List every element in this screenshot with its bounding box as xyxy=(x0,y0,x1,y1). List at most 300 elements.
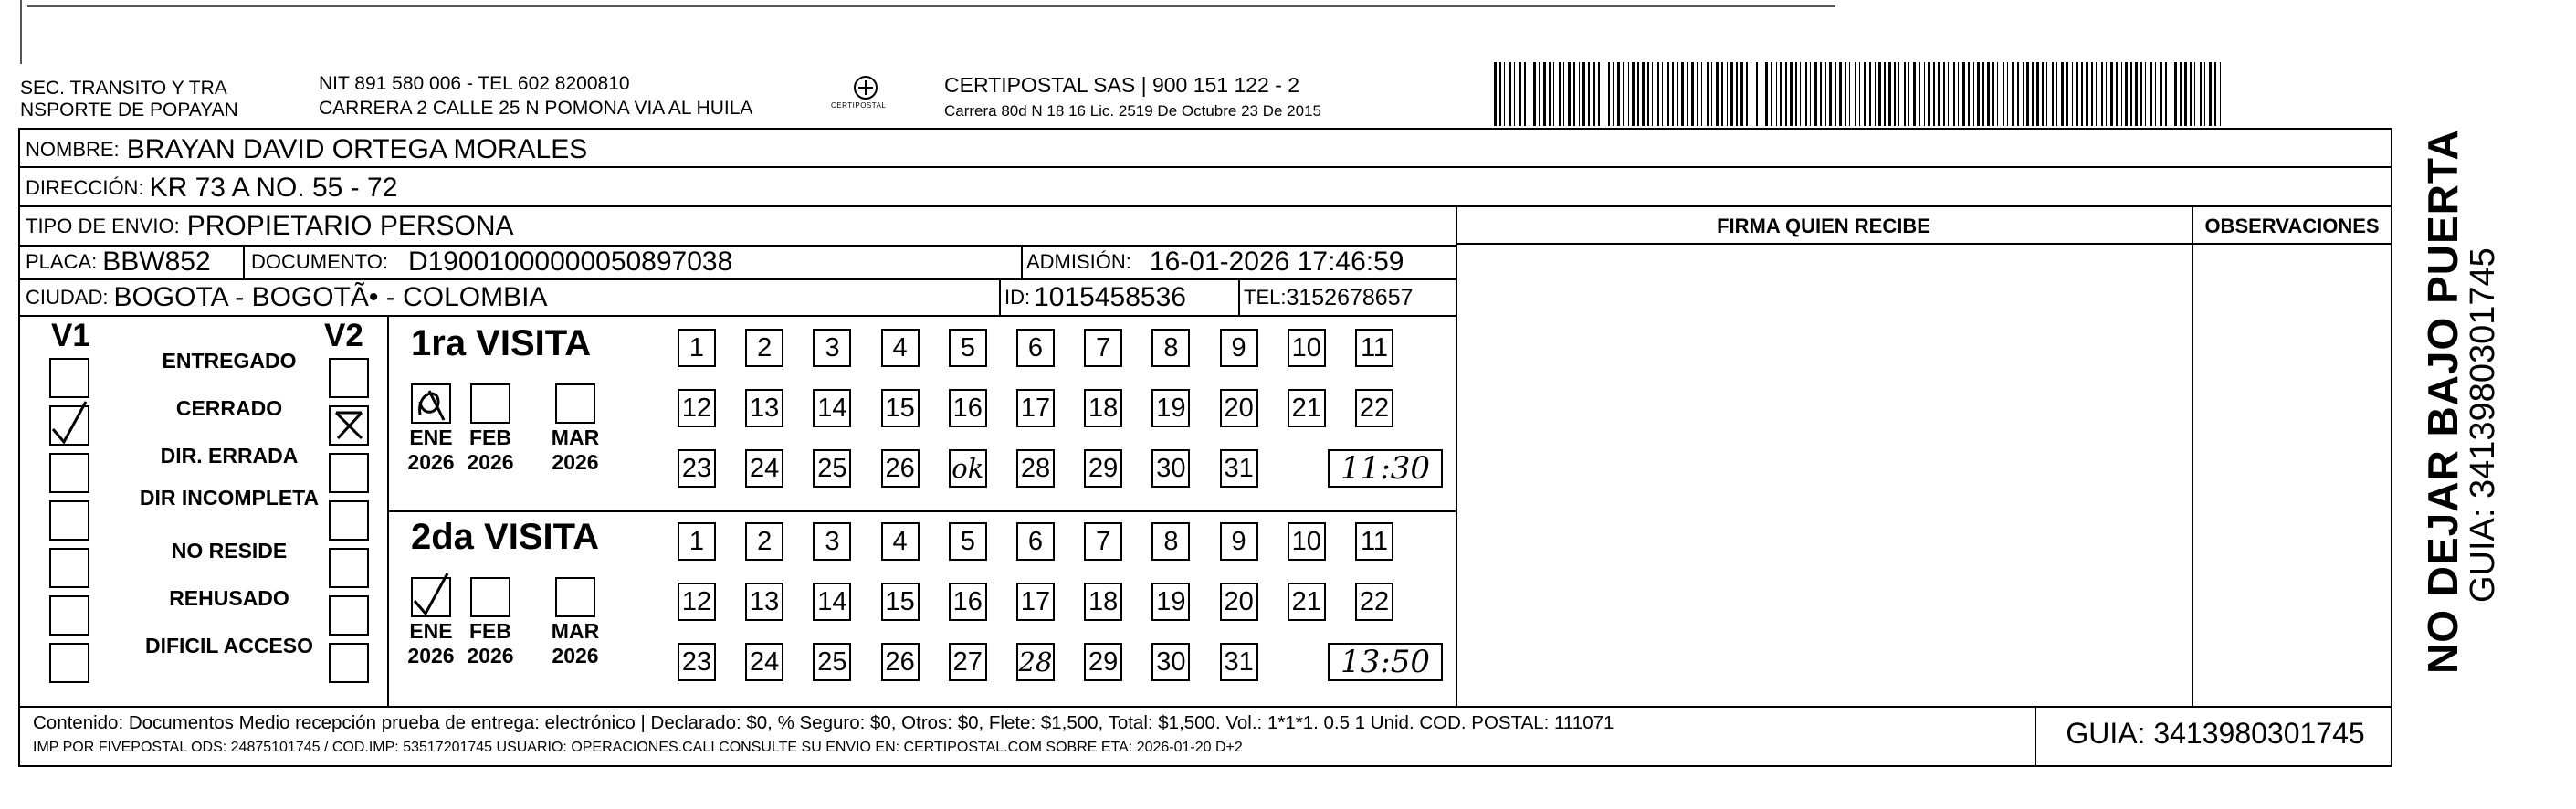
barcode-bar xyxy=(1563,62,1564,126)
v1-label: V1 xyxy=(51,318,90,353)
company-line: CERTIPOSTAL SAS | 900 151 122 - 2 xyxy=(944,73,1300,97)
signature-header: FIRMA QUIEN RECIBE xyxy=(1717,215,1930,237)
day-box[interactable]: 24 xyxy=(745,643,783,681)
city-value: BOGOTA - BOGOTÃ• - COLOMBIA xyxy=(113,282,548,312)
barcode-bar xyxy=(1800,62,1801,126)
month-name: FEB xyxy=(469,619,511,643)
day-box[interactable]: 6 xyxy=(1016,329,1055,367)
barcode-bar xyxy=(1997,62,1998,126)
barcode-bar xyxy=(2066,62,2068,126)
barcode-bar xyxy=(1878,62,1881,126)
scan-edge-left xyxy=(20,0,22,64)
day-box[interactable]: 21 xyxy=(1288,389,1326,427)
admission-row xyxy=(1026,247,1404,278)
month-year: 2026 xyxy=(552,644,599,667)
observations-area[interactable] xyxy=(2194,246,2392,705)
certipostal-logo xyxy=(838,69,893,122)
barcode-bar xyxy=(1992,62,1994,126)
barcode-bar xyxy=(1642,62,1645,126)
barcode-bar xyxy=(1568,62,1571,126)
barcode-bar xyxy=(2101,62,2103,126)
month-checkbox[interactable] xyxy=(411,383,451,424)
barcode-bar xyxy=(2130,62,2132,126)
month-checkbox[interactable] xyxy=(555,383,595,424)
check-mark xyxy=(415,573,447,614)
day-box[interactable]: 14 xyxy=(813,583,851,621)
rule-signature-header-bottom xyxy=(1456,243,2392,245)
day-box[interactable]: 8 xyxy=(1151,522,1190,561)
barcode-bar xyxy=(1982,62,1984,126)
barcode-bar xyxy=(1845,62,1846,126)
month-name: MAR xyxy=(551,426,600,449)
day-box[interactable]: 18 xyxy=(1084,389,1122,427)
barcode-bar xyxy=(1691,62,1694,126)
barcode-bar xyxy=(1776,62,1777,126)
day-box[interactable]: 23 xyxy=(678,643,716,681)
barcode-bar xyxy=(2160,62,2162,126)
barcode-bar xyxy=(1593,62,1595,126)
sender-line-1: SEC. TRANSITO Y TRA xyxy=(20,78,227,99)
day-box[interactable]: 10 xyxy=(1288,522,1326,561)
barcode-bar xyxy=(1771,62,1772,126)
barcode-bar xyxy=(1539,62,1540,126)
barcode-bar xyxy=(1785,62,1787,126)
barcode-bar xyxy=(1795,62,1797,126)
sender-line-2: NSPORTE DE POPAYAN xyxy=(20,100,238,121)
barcode-bar xyxy=(1598,62,1600,126)
barcode-bar xyxy=(1973,62,1974,126)
address-line: CARRERA 2 CALLE 25 N POMONA VIA AL HUILA xyxy=(319,98,753,119)
barcode-bar xyxy=(1509,62,1511,126)
barcode-bar xyxy=(1588,62,1590,126)
day-box[interactable]: 6 xyxy=(1016,522,1055,561)
barcode-bar xyxy=(2194,62,2195,126)
barcode-bar xyxy=(2180,62,2182,126)
barcode-bar xyxy=(1875,62,1876,126)
visit1-title: 1ra VISITA xyxy=(411,323,592,363)
day-box[interactable]: 26 xyxy=(881,643,920,681)
day-box[interactable]: 25 xyxy=(813,643,851,681)
day-box[interactable]: 5 xyxy=(949,329,987,367)
status-label: REHUSADO xyxy=(169,586,289,610)
document-row xyxy=(251,247,732,278)
day-box[interactable]: 8 xyxy=(1151,329,1190,367)
barcode-bar xyxy=(1727,62,1728,126)
barcode-bar xyxy=(2046,62,2047,126)
month-year: 2026 xyxy=(467,644,514,667)
day-box[interactable]: 12 xyxy=(678,583,716,621)
barcode-bar xyxy=(1888,62,1891,126)
day-box[interactable]: 16 xyxy=(949,583,987,621)
barcode-bar xyxy=(2081,62,2083,126)
content-line: Contenido: Documentos Medio recepción prueba de entrega: electrónico | Declarado: $0, % Seguro: $0, Otros: $0, Flete: $1,500, Total: $1,500. Vol.: 1*1*1. 0.5 1 Unid. COD. POSTAL: 111071 xyxy=(33,712,1614,733)
month-label xyxy=(399,619,463,668)
day-box[interactable]: 9 xyxy=(1220,329,1258,367)
barcode-bar xyxy=(1894,62,1896,126)
rule-footer-guia-left xyxy=(2035,706,2036,767)
barcode-bar xyxy=(2200,62,2202,126)
day-box[interactable]: 12 xyxy=(678,389,716,427)
day-box[interactable]: 13 xyxy=(745,583,783,621)
day-box[interactable]: 29 xyxy=(1084,643,1122,681)
barcode-bar xyxy=(2150,62,2152,126)
day-box[interactable]: 19 xyxy=(1151,389,1190,427)
signature-area[interactable] xyxy=(1458,246,2190,705)
barcode-bar xyxy=(1707,62,1709,126)
month-label xyxy=(543,426,607,475)
barcode-bar xyxy=(2026,62,2029,126)
barcode-bar xyxy=(1573,62,1575,126)
barcode-bar xyxy=(2017,62,2019,126)
v1-checkbox[interactable] xyxy=(49,358,89,398)
imp-line: IMP POR FIVEPOSTAL ODS: 24875101745 / COD.IMP: 53517201745 USUARIO: OPERACIONES.CALI CONSULTE SU ENVIO EN: CERTIPOSTAL.COM SOBRE ETA: 2026-01-20 D+2 xyxy=(33,740,1243,755)
barcode-bar xyxy=(1613,62,1614,126)
day-box[interactable]: 2 xyxy=(745,329,783,367)
plate-row xyxy=(26,247,211,278)
barcode-bar xyxy=(2145,62,2146,126)
day-box[interactable]: 7 xyxy=(1084,329,1122,367)
barcode-bar xyxy=(1924,62,1925,126)
day-box[interactable]: 30 xyxy=(1151,449,1190,488)
barcode xyxy=(1494,62,2224,126)
barcode-bar xyxy=(1647,62,1649,126)
status-label: NO RESIDE xyxy=(171,539,288,562)
barcode-bar xyxy=(1637,62,1639,126)
barcode-bar xyxy=(2032,62,2034,126)
day-box[interactable]: 31 xyxy=(1220,643,1258,681)
barcode-bar xyxy=(1953,62,1955,126)
day-box[interactable]: 29 xyxy=(1084,449,1122,488)
barcode-bar xyxy=(1962,62,1965,126)
barcode-bar xyxy=(1608,62,1610,126)
barcode-bar xyxy=(1623,62,1624,126)
barcode-bar xyxy=(1829,62,1832,126)
admission-value: 16-01-2026 17:46:59 xyxy=(1149,247,1404,277)
day-box[interactable]: 23 xyxy=(678,449,716,488)
barcode-bar xyxy=(1582,62,1585,126)
nit-line: NIT 891 580 006 - TEL 602 8200810 xyxy=(319,73,630,94)
barcode-bar xyxy=(1835,62,1836,126)
barcode-bar xyxy=(1697,62,1698,126)
barcode-bar xyxy=(1519,62,1521,126)
day-box[interactable]: 20 xyxy=(1220,389,1258,427)
rule-tel-left xyxy=(1238,278,1240,315)
day-box[interactable]: 1 xyxy=(678,329,716,367)
day-box[interactable]: 19 xyxy=(1151,583,1190,621)
tel-label: TEL: xyxy=(1244,286,1287,309)
day-box[interactable]: 4 xyxy=(881,329,920,367)
barcode-bar xyxy=(1504,62,1505,126)
barcode-bar xyxy=(1938,62,1940,126)
barcode-bar xyxy=(1740,62,1743,126)
plate-value: BBW852 xyxy=(102,247,211,277)
day-box[interactable]: 17 xyxy=(1016,389,1055,427)
id-label: ID: xyxy=(1004,286,1031,309)
status-label: DIR INCOMPLETA xyxy=(139,486,320,510)
v1-checkbox[interactable] xyxy=(49,548,89,588)
barcode-bar xyxy=(2116,62,2118,126)
day-box[interactable]: 3 xyxy=(813,329,851,367)
document-label: DOCUMENTO: xyxy=(251,250,388,273)
rule-row2-bottom xyxy=(18,205,2392,207)
status-label: DIR. ERRADA xyxy=(160,444,299,468)
barcode-bar xyxy=(1805,62,1807,126)
type-label: TIPO DE ENVIO: xyxy=(26,215,180,237)
barcode-bar xyxy=(1543,62,1546,126)
day-box[interactable]: 1 xyxy=(678,522,716,561)
city-label: CIUDAD: xyxy=(26,286,109,309)
barcode-bar xyxy=(1756,62,1758,126)
day-box[interactable]: 9 xyxy=(1220,522,1258,561)
day-box[interactable]: 7 xyxy=(1084,522,1122,561)
day-box[interactable]: 17 xyxy=(1016,583,1055,621)
license-line: Carrera 80d N 18 16 Lic. 2519 De Octubre 23 De 2015 xyxy=(944,102,1321,120)
barcode-bar xyxy=(1579,62,1580,126)
barcode-bar xyxy=(2106,62,2107,126)
type-row xyxy=(26,210,514,243)
barcode-bar xyxy=(2072,62,2073,126)
document-value: D19001000000050897038 xyxy=(407,247,733,277)
barcode-bar xyxy=(1820,62,1822,126)
barcode-bar xyxy=(2007,62,2008,126)
barcode-bar xyxy=(1746,62,1748,126)
barcode-bar xyxy=(1869,62,1871,126)
circle-mark xyxy=(420,391,444,420)
barcode-bar xyxy=(2155,62,2156,126)
v1-checkbox[interactable] xyxy=(49,643,89,683)
month-checkbox[interactable] xyxy=(470,577,510,617)
barcode-bar xyxy=(1898,62,1899,126)
barcode-bar xyxy=(1657,62,1659,126)
rule-footer-top xyxy=(18,706,2392,708)
day-box[interactable]: 13 xyxy=(745,389,783,427)
day-box[interactable]: 11 xyxy=(1355,329,1393,367)
day-box[interactable]: 16 xyxy=(949,389,987,427)
time-box[interactable]: 13:50 xyxy=(1328,643,1443,681)
barcode-bar xyxy=(1667,62,1669,126)
month-name: MAR xyxy=(551,619,600,643)
time-box[interactable]: 11:30 xyxy=(1328,449,1443,488)
v2-label: V2 xyxy=(324,318,363,353)
barcode-bar xyxy=(1904,62,1906,126)
barcode-bar xyxy=(2036,62,2039,126)
barcode-bar xyxy=(1780,62,1782,126)
day-box[interactable]: 22 xyxy=(1355,389,1393,427)
rule-id-left xyxy=(999,278,1001,315)
barcode-bar xyxy=(2121,62,2122,126)
barcode-bar xyxy=(1825,62,1826,126)
barcode-bar xyxy=(2184,62,2187,126)
barcode-bar xyxy=(1711,62,1712,126)
barcode-bar xyxy=(1913,62,1916,126)
barcode-bar xyxy=(1672,62,1674,126)
v1-checkbox[interactable] xyxy=(49,453,89,493)
month-year: 2026 xyxy=(467,450,514,474)
month-year: 2026 xyxy=(407,450,455,474)
barcode-bar xyxy=(1499,62,1501,126)
tel-row xyxy=(1244,282,1414,313)
day-box[interactable]: 11 xyxy=(1355,522,1393,561)
barcode-bar xyxy=(1632,62,1635,126)
barcode-bar xyxy=(2214,62,2216,126)
month-label xyxy=(399,426,463,475)
no-dejar-bajo-puerta: NO DEJAR BAJO PUERTA xyxy=(2419,129,2466,674)
barcode-bar xyxy=(2012,62,2014,126)
check-mark xyxy=(53,402,86,442)
barcode-bar xyxy=(1524,62,1526,126)
address-value: KR 73 A NO. 55 - 72 xyxy=(149,173,398,203)
barcode-bar xyxy=(1559,62,1561,126)
barcode-bar xyxy=(1617,62,1620,126)
barcode-bar xyxy=(1814,62,1817,126)
barcode-bar xyxy=(1533,62,1536,126)
day-box[interactable]: 28 xyxy=(1016,643,1055,681)
day-box[interactable]: 26 xyxy=(881,449,920,488)
month-label xyxy=(458,426,522,475)
barcode-bar xyxy=(1919,62,1920,126)
rule-row1-bottom xyxy=(18,166,2392,168)
barcode-bar xyxy=(1943,62,1945,126)
day-box[interactable]: 4 xyxy=(881,522,920,561)
day-box[interactable]: 30 xyxy=(1151,643,1190,681)
barcode-bar xyxy=(1933,62,1935,126)
day-box[interactable]: 21 xyxy=(1288,583,1326,621)
rule-signature-left xyxy=(1456,205,1457,706)
barcode-bar xyxy=(2135,62,2138,126)
day-box[interactable]: ok xyxy=(949,449,987,488)
side-guia: GUIA: 3413980301745 xyxy=(2464,247,2502,603)
barcode-bar xyxy=(1987,62,1990,126)
barcode-bar xyxy=(1790,62,1793,126)
barcode-bar xyxy=(1662,62,1663,126)
month-label xyxy=(543,619,607,668)
month-checkbox[interactable] xyxy=(555,577,595,617)
barcode-bar xyxy=(1908,62,1909,126)
barcode-bar xyxy=(2023,62,2024,126)
observations-header: OBSERVACIONES xyxy=(2204,215,2380,237)
day-box[interactable]: 24 xyxy=(745,449,783,488)
barcode-bar xyxy=(2076,62,2078,126)
barcode-bar xyxy=(2165,62,2167,126)
barcode-bar xyxy=(1928,62,1930,126)
barcode-bar xyxy=(1884,62,1886,126)
barcode-bar xyxy=(2091,62,2093,126)
day-box[interactable]: 20 xyxy=(1220,583,1258,621)
barcode-bar xyxy=(1958,62,1959,126)
day-box[interactable]: 14 xyxy=(813,389,851,427)
month-year: 2026 xyxy=(407,644,455,667)
barcode-bar xyxy=(1721,62,1723,126)
name-value: BRAYAN DAVID ORTEGA MORALES xyxy=(126,134,588,164)
barcode-bar xyxy=(1968,62,1970,126)
barcode-bar xyxy=(2110,62,2113,126)
barcode-bar xyxy=(1628,62,1629,126)
barcode-bar xyxy=(1839,62,1842,126)
month-name: FEB xyxy=(469,426,511,449)
barcode-bar xyxy=(1859,62,1860,126)
month-checkbox[interactable] xyxy=(411,577,451,617)
barcode-bar xyxy=(2096,62,2097,126)
barcode-bar xyxy=(2209,62,2212,126)
scan-edge-top xyxy=(27,5,1835,7)
v1-checkbox[interactable] xyxy=(49,405,89,446)
barcode-bar xyxy=(1977,62,1980,126)
barcode-bar xyxy=(2061,62,2064,126)
tel-value: 3152678657 xyxy=(1286,284,1414,310)
month-year: 2026 xyxy=(552,450,599,474)
barcode-bar xyxy=(2140,62,2142,126)
barcode-bar xyxy=(2052,62,2054,126)
day-box[interactable]: 2 xyxy=(745,522,783,561)
barcode-bar xyxy=(2003,62,2004,126)
barcode-bar xyxy=(2056,62,2057,126)
id-value: 1015458536 xyxy=(1034,282,1186,312)
day-box[interactable]: 22 xyxy=(1355,583,1393,621)
day-box[interactable]: 15 xyxy=(881,389,920,427)
barcode-bar xyxy=(1948,62,1949,126)
city-row xyxy=(26,282,547,313)
status-label: DIFICIL ACCESO xyxy=(144,634,313,657)
barcode-bar xyxy=(1730,62,1733,126)
plate-label: PLACA: xyxy=(26,250,98,273)
month-checkbox[interactable] xyxy=(470,383,510,424)
barcode-bar xyxy=(1716,62,1719,126)
rule-observations-left xyxy=(2192,205,2193,706)
day-box[interactable]: 5 xyxy=(949,522,987,561)
v1-checkbox[interactable] xyxy=(49,595,89,636)
barcode-bar xyxy=(2174,62,2177,126)
day-box[interactable]: 18 xyxy=(1084,583,1122,621)
barcode-bar xyxy=(1677,62,1678,126)
day-box[interactable]: 10 xyxy=(1288,329,1326,367)
id-row xyxy=(1004,282,1186,313)
footer-guia: GUIA: 3413980301745 xyxy=(2066,717,2365,750)
rule-admission-left xyxy=(1021,245,1023,278)
barcode-bar xyxy=(1681,62,1684,126)
barcode-bar xyxy=(1849,62,1850,126)
barcode-bar xyxy=(1736,62,1738,126)
day-box[interactable]: 25 xyxy=(813,449,851,488)
barcode-bar xyxy=(1549,62,1551,126)
admission-label: ADMISIÓN: xyxy=(1026,250,1131,273)
logo-icon xyxy=(838,69,893,122)
barcode-bar xyxy=(2220,62,2221,126)
barcode-bar xyxy=(1810,62,1811,126)
name-row xyxy=(26,133,587,166)
barcode-bar xyxy=(2042,62,2044,126)
day-box[interactable]: 27 xyxy=(949,643,987,681)
address-row xyxy=(26,172,397,205)
rule-row5-bottom xyxy=(18,315,1456,317)
barcode-bar xyxy=(1553,62,1554,126)
barcode-bar xyxy=(2190,62,2192,126)
day-box[interactable]: 3 xyxy=(813,522,851,561)
day-box[interactable]: 28 xyxy=(1016,449,1055,488)
rule-plate-right xyxy=(243,245,245,278)
barcode-bar xyxy=(2204,62,2205,126)
day-box[interactable]: 31 xyxy=(1220,449,1258,488)
day-box[interactable]: 15 xyxy=(881,583,920,621)
barcode-bar xyxy=(1494,62,1497,126)
barcode-bar xyxy=(2125,62,2128,126)
barcode-bar xyxy=(1687,62,1688,126)
barcode-bar xyxy=(1765,62,1768,126)
logo-text: CERTIPOSTAL xyxy=(831,101,887,110)
barcode-bar xyxy=(1514,62,1515,126)
type-value: PROPIETARIO PERSONA xyxy=(186,211,514,241)
barcode-bar xyxy=(1855,62,1856,126)
v1-checkbox[interactable] xyxy=(49,500,89,541)
